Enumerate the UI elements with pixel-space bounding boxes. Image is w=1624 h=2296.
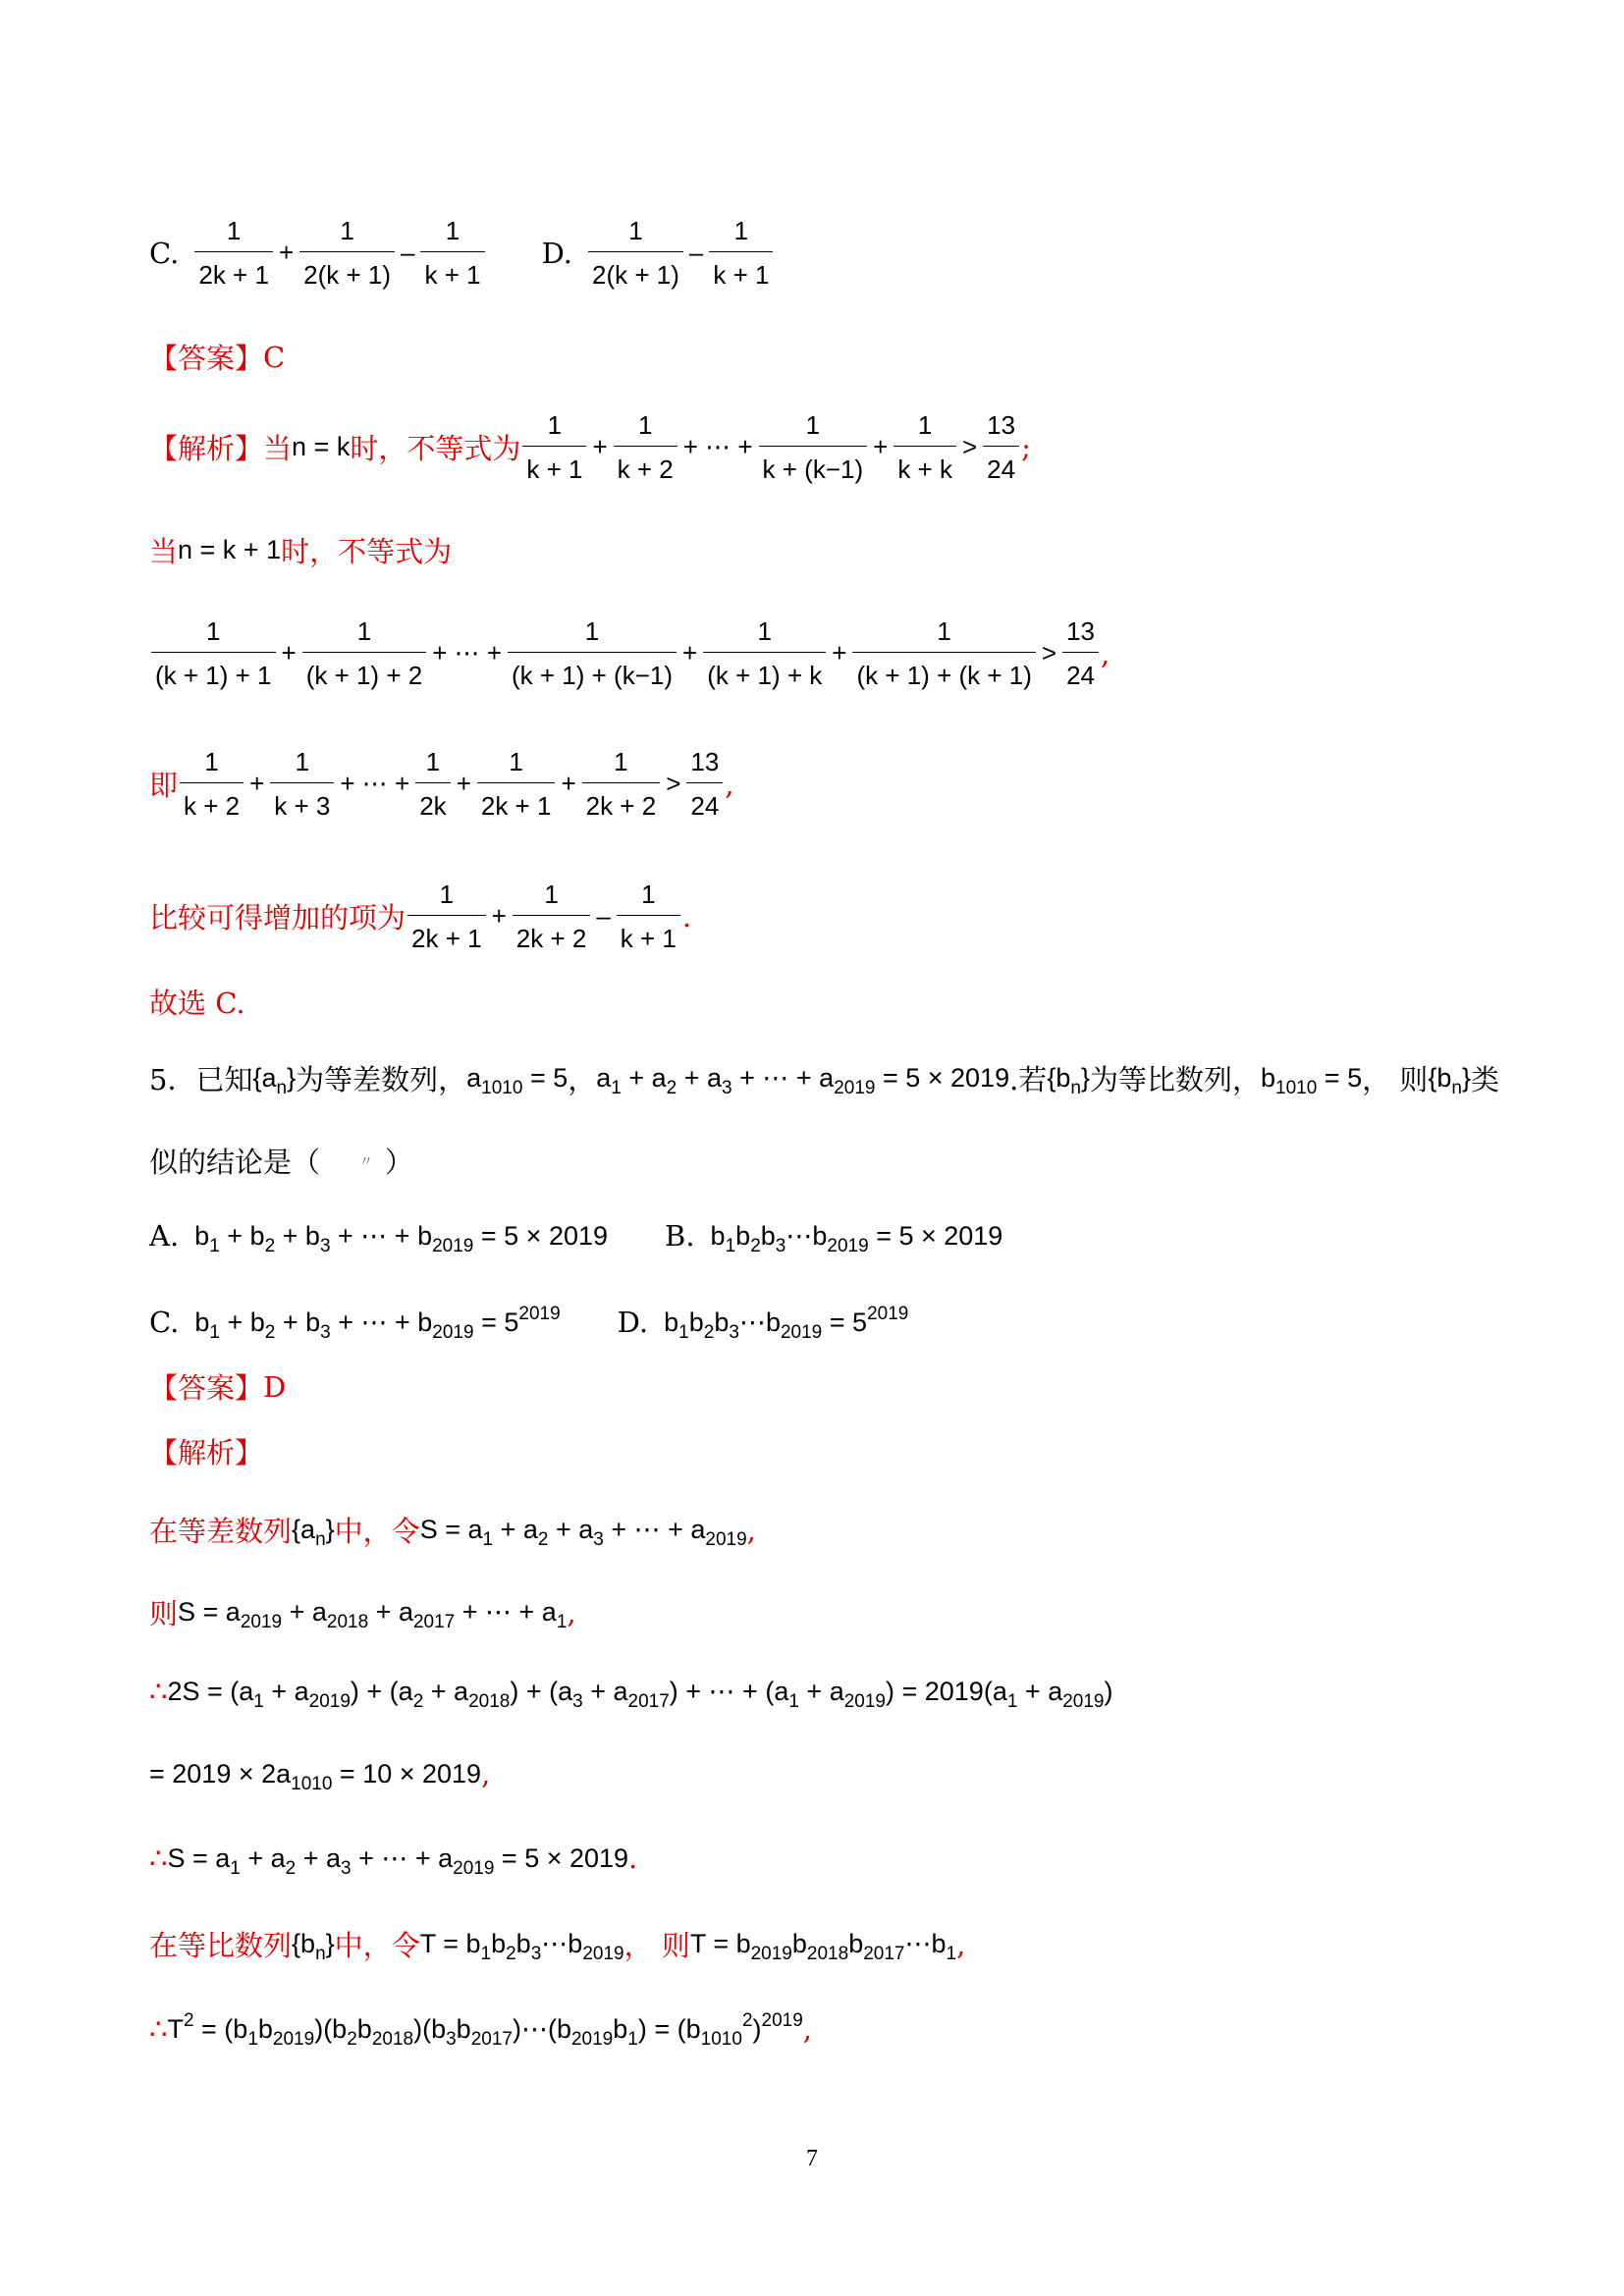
q4-conclusion xyxy=(149,982,245,1022)
option-c-label: C. xyxy=(149,1306,180,1339)
q4-analysis-line-1: 【解析】 当 n = k 时，不等式为 $\frac{1}{k + 1}$ + $\frac{1}{k + 2}$ + ⋯ + $\frac{1}{k + (k-1)}$ + $\frac{1}{k + k}$ > $\frac{13}{24}$ ; xyxy=(149,410,1031,484)
option-b-label: B. xyxy=(665,1219,695,1253)
text: , xyxy=(567,1595,576,1629)
therefore-symbol: ∴ xyxy=(149,1842,168,1875)
fraction: $\frac{1}{k + k}$ xyxy=(893,412,956,482)
fraction: $\frac{1}{2k + 1}$ xyxy=(477,749,556,819)
q5-analysis-line-5 xyxy=(149,1842,638,1879)
option-d-label: D. xyxy=(617,1306,649,1339)
fraction: $\frac{1}{k + 1}$ xyxy=(522,412,586,482)
text: , xyxy=(746,1513,756,1547)
text: 在等比数列 xyxy=(149,1929,293,1962)
text: 类 xyxy=(1470,1063,1499,1096)
text: 中，令 xyxy=(334,1929,420,1962)
text: 已知 xyxy=(195,1063,253,1096)
text: 当 xyxy=(149,535,179,568)
text: 似的结论是（ xyxy=(149,1146,321,1179)
text: ; xyxy=(1021,430,1031,464)
answer-label: 【答案】 xyxy=(149,1371,264,1405)
text: 比较可得增加的项为 xyxy=(149,901,406,934)
text: ， 则 xyxy=(623,1929,690,1962)
math: $\{b_n\}$ xyxy=(1047,1063,1090,1098)
fraction: $\frac{13}{24}$ xyxy=(1062,618,1099,688)
fraction: $\frac{1}{2(k + 1)}$ xyxy=(588,218,683,288)
q5-analysis-label xyxy=(149,1431,263,1471)
answer-value: D xyxy=(263,1369,287,1404)
text: 为等差数列， xyxy=(296,1063,467,1096)
math: $b_{1010} = 5$ xyxy=(1260,1063,1363,1098)
fraction: $\frac{1}{(k + 1) + (k + 1)}$ xyxy=(852,618,1035,688)
text: . xyxy=(681,899,692,934)
q4-options-cd: C. $\frac{1}{2k + 1}$ + $\frac{1}{2(k + 1)}$ – $\frac{1}{k + 1}$ D. $\frac{1}{2(k + 1)}$ – $\frac{1}{k + 1}$ xyxy=(149,218,775,288)
fraction: $\frac{1}{k + 1}$ xyxy=(420,218,484,288)
text: 中，令 xyxy=(334,1515,420,1548)
q4-analysis-line-2 xyxy=(149,530,452,570)
q5-stem-line-1 xyxy=(149,1058,1499,1098)
fraction: $\frac{1}{(k + 1) + (k-1)}$ xyxy=(508,618,677,688)
page-number: 7 xyxy=(806,2146,818,2171)
q4-analysis-line-5: 比较可得增加的项为 $\frac{1}{2k + 1}$ + $\frac{1}{2k + 2}$ – $\frac{1}{k + 1}$ . xyxy=(149,880,692,953)
therefore-symbol: ∴ xyxy=(149,1675,168,1708)
fraction: $\frac{1}{2k + 1}$ xyxy=(407,881,486,951)
answer-value: C xyxy=(263,340,286,374)
math: $\{a_n\}$ xyxy=(292,1515,335,1550)
text: 在等差数列 xyxy=(149,1515,293,1548)
math: $b_1b_2b_3\cdots b_{2019} = 5^{2019}$ xyxy=(664,1303,909,1343)
text: 则 xyxy=(149,1597,179,1630)
mark: 〃 xyxy=(359,1153,374,1170)
fraction: $\frac{1}{(k + 1) + 1}$ xyxy=(151,618,276,688)
fraction: $\frac{1}{2k + 1}$ xyxy=(194,218,273,288)
math: $\{b_n\}$ xyxy=(1428,1063,1471,1098)
text: , xyxy=(1101,636,1110,670)
text: 时，不等式为 xyxy=(281,535,453,568)
math: $2S = (a_1 + a_{2019}) + (a_2 + a_{2018}) + (a_3 + a_{2017})$ + ⋯ + $(a_1 + a_{2019}) = 2019(a_1 + a_{2019})$ xyxy=(167,1676,1113,1712)
fraction: $\frac{1}{k + 1}$ xyxy=(617,881,680,951)
fraction: $\frac{1}{2k + 2}$ xyxy=(582,749,661,819)
fraction: $\frac{1}{2(k + 1)}$ xyxy=(299,218,395,288)
q4-analysis-line-4: 即 $\frac{1}{k + 2}$ + $\frac{1}{k + 3}$ + ⋯ + $\frac{1}{2k}$ + $\frac{1}{2k + 1}$ + $\frac{1}{2k + 2}$ > $\frac{13}{24}$ , xyxy=(149,747,734,821)
text: . xyxy=(628,1842,638,1875)
fraction: $\frac{1}{2k + 2}$ xyxy=(513,881,591,951)
q5-analysis-line-1 xyxy=(149,1510,756,1550)
fraction: $\frac{1}{k + 2}$ xyxy=(180,749,244,819)
answer-label: 【答案】 xyxy=(149,342,264,375)
text: ， xyxy=(568,1063,597,1096)
text: .若 xyxy=(1009,1063,1048,1096)
q5-options-cd xyxy=(149,1303,909,1343)
text: , xyxy=(802,2012,813,2046)
math: $S = a_1 + a_2 + a_3$ + ⋯ + $a_{2019} = 5 \times 2019$ xyxy=(167,1842,629,1879)
fraction: $\frac{1}{(k + 1) + k}$ xyxy=(703,618,826,688)
q5-analysis-line-3 xyxy=(149,1675,1113,1712)
fraction: $\frac{1}{k + 1}$ xyxy=(709,218,773,288)
text: 故选 C. xyxy=(149,987,245,1020)
math: $a_{1010} = 5$ xyxy=(466,1063,568,1098)
q5-analysis-line-6 xyxy=(149,1924,965,1964)
math: = $2019 \times 2a_{1010} = 10 \times 2019$ xyxy=(149,1758,482,1794)
q5-analysis-line-7 xyxy=(149,2009,813,2050)
math: $\{b_n\}$ xyxy=(292,1929,335,1964)
math: $T^2$ = $(b_1b_{2019})(b_2b_{2018})(b_3b_{2017})\cdots(b_{2019}b_1) = (b_{1010}^2)^{2019}$ xyxy=(167,2009,803,2050)
text: 即 xyxy=(149,769,179,802)
text: 时，不等式为 xyxy=(350,432,521,465)
option-d-label: D. xyxy=(541,236,572,270)
q5-answer xyxy=(149,1366,286,1407)
fraction: $\frac{13}{24}$ xyxy=(686,749,723,819)
text: 当 xyxy=(263,432,293,465)
math: $S = a_1 + a_2 + a_3$ + ⋯ + $a_{2019}$ xyxy=(419,1515,747,1550)
fraction: $\frac{1}{k + (k-1)}$ xyxy=(759,412,868,482)
text: 为等比数列， xyxy=(1089,1063,1261,1096)
q5-options-ab xyxy=(149,1219,1003,1256)
text: , xyxy=(956,1927,966,1961)
math: $\{a_n\}$ xyxy=(252,1063,297,1098)
fraction: $\frac{1}{k + 3}$ xyxy=(270,749,334,819)
text: , xyxy=(725,767,734,801)
q5-analysis-line-2 xyxy=(149,1592,576,1632)
fraction: $\frac{1}{2k}$ xyxy=(415,749,450,819)
fraction: $\frac{13}{24}$ xyxy=(983,412,1019,482)
analysis-label: 【解析】 xyxy=(149,1436,264,1469)
math: $b_1 + b_2 + b_3$ + ⋯ + $b_{2019} = 5^{2019}$ xyxy=(194,1303,561,1343)
math: $S = a_{2019} + a_{2018} + a_{2017}$ + ⋯ + $a_1$ xyxy=(178,1597,568,1632)
analysis-label: 【解析】 xyxy=(149,432,264,465)
question-number: 5． xyxy=(149,1063,196,1096)
therefore-symbol: ∴ xyxy=(149,2012,168,2046)
q5-analysis-line-4 xyxy=(149,1757,491,1794)
q5-stem-line-2 xyxy=(149,1141,413,1181)
math: $b_1b_2b_3\cdots b_{2019} = 5 \times 2019$ xyxy=(710,1220,1003,1256)
math: $b_1 + b_2 + b_3$ + ⋯ + $b_{2019} = 5 \times 2019$ xyxy=(194,1220,609,1256)
math: n = k + 1 xyxy=(178,535,282,564)
math: $T = b_1b_2b_3\cdots b_{2019}$ xyxy=(419,1929,624,1964)
math: n = k xyxy=(292,432,351,461)
math: $T = b_{2019}b_{2018}b_{2017}\cdots b_1$ xyxy=(689,1929,957,1964)
q4-answer xyxy=(149,337,285,377)
text: ） xyxy=(385,1146,414,1179)
q4-analysis-line-3: $\frac{1}{(k + 1) + 1}$ + $\frac{1}{(k + 1) + 2}$ + ⋯ + $\frac{1}{(k + 1) + (k-1)}$ + $\frac{1}{(k + 1) + k}$ + $\frac{1}{(k + 1) + (k + 1)}$ > $\frac{13}{24}$ , xyxy=(149,618,1110,688)
option-c-label: C. xyxy=(149,236,180,270)
text: , xyxy=(481,1757,491,1790)
fraction: $\frac{1}{(k + 1) + 2}$ xyxy=(302,618,427,688)
option-a-label: A. xyxy=(149,1219,180,1253)
fraction: $\frac{1}{k + 2}$ xyxy=(614,412,677,482)
math: $a_1 + a_2 + a_3$ + ⋯ + $a_{2019} = 5 \times 2019$ xyxy=(596,1063,1010,1098)
text: ， 则 xyxy=(1362,1063,1429,1096)
